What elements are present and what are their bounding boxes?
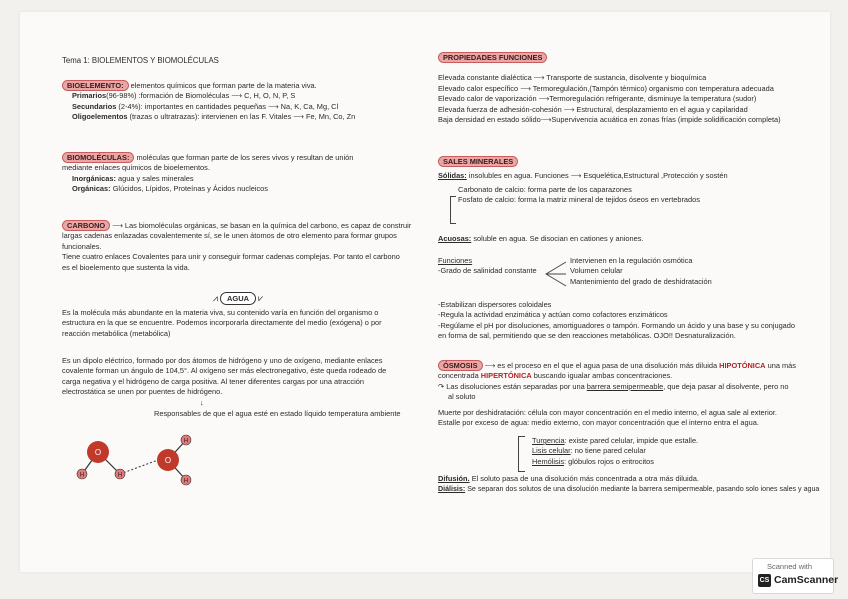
atom-label-h1: H [79, 472, 85, 479]
biomoleculas-section: BIOMOLÉCULAS: moléculas que forman parte de los seres vivos y resultan de unión mediante enlaces químicos de bioelementos. Inorgánicas: agua y sales minerales Orgánicas: Glúcidos, Lípidos, Proteínas y Ácidos nucleicos [62, 153, 354, 194]
bioelemento-section: BIOELEMENTO: elementos químicos que forman parte de la materia viva. Primarios(96-98%) :formación de Biomoléculas ⟶ C, H, O, N, P, S Secundarios (2-4%): importantes en cantidades pequeñas ⟶ Na, K, Ca, Mg, Cl Oligoelementos (trazas o ultratrazas): intervienen en las F. Vitales ⟶ Fe, Mn, Co, Zn [62, 80, 414, 123]
agua-badge: AGUA [220, 292, 256, 305]
agua-heading: ⩘ AGUA ⩗ [212, 293, 264, 303]
down-arrow: ↓ [200, 398, 204, 407]
camscanner-watermark: Scanned with CS CamScanner [752, 558, 834, 594]
atom-label-h3: H [183, 438, 189, 445]
atom-label-o2: O [164, 456, 172, 465]
agua-para2: Es un dipolo eléctrico, formado por dos átomos de hidrógeno y uno de oxígeno, mediante enlaces covalente forman un ángulo de 104,5°. Al oxígeno ser más electronegativo, éste queda rodeado de carga negativa y el hidrógeno de carga positiva. Al tener diferentes cargas por una atracción electrostática se unen por puentes de hidrógeno. [62, 356, 387, 397]
sales-section: SALES MINERALES Sólidas: insolubles en agua. Funciones ⟶ Esquelética,Estructural ,Protección y sostén Carbonato de calcio: forma parte de los caparazones Fosfato de calcio: forma la matriz mineral de tejidos óseos en vertebrados [438, 157, 728, 205]
biomoleculas-tag: BIOMOLÉCULAS: [62, 152, 134, 163]
water-molecule-diagram [62, 430, 222, 496]
camscanner-logo-icon: CS [758, 574, 771, 587]
osmosis-bracket [518, 436, 525, 472]
page-title: Tema 1: BIOLEMENTOS Y BIOMOLÉCULAS [62, 56, 219, 65]
bioelemento-tag: BIOELEMENTO: [62, 80, 129, 91]
osmosis-tag: ÓSMOSIS [438, 360, 483, 371]
propiedades-tag: PROPIEDADES FUNCIONES [438, 52, 547, 63]
grado-brace [542, 260, 568, 288]
grado-items: Intervienen en la regulación osmótica Volumen celular Mantenimiento del grado de deshidratación [570, 256, 712, 286]
carbono-section: CARBONO ⟶ Las biomoléculas orgánicas, se basan en la química del carbono, es capaz de construir largas cadenas enlazadas covalentemente sí, se le unen átomos de otro elemento para formar grupos funcionales. Tiene cuatro enlaces Covalentes para unir y conseguir formar cadenas complejas. Por tanto el carbono es el bioelemento que sustenta la vida. [62, 221, 412, 272]
acuosas-line: Acuosas: soluble en agua. Se disocian en cationes y aniones. [438, 234, 644, 243]
atom-label-o1: O [94, 448, 102, 457]
atom-label-h4: H [183, 478, 189, 485]
propiedades-section: PROPIEDADES FUNCIONES Elevada constante dialéctica ⟶ Transporte de sustancia, disolvente y bioquímica Elevado calor específico ⟶ Termoregulación,(Tampón térmico) organismo con temperatura adecuada Elevado calor de vaporización ⟶Termoregulación refrigerante, disminuye la temperatura (sudor) Elevada fuerza de adhesión-cohesión ⟶ Estructural, desplazamiento en el agua y capilaridad Baja densidad en estado sólido⟶Supervivencia acuática en zonas frías (impide solidificación completa) [438, 53, 781, 125]
carbono-tag: CARBONO [62, 220, 110, 231]
osmosis-sub: Turgencia: existe pared celular, impide que estalle. Lisis celular: no tiene pared celular Hemólisis: glóbulos rojos o eritrocitos [532, 436, 699, 466]
agua-responsables: Responsables de que el agua esté en estado líquido temperatura ambiente [154, 409, 401, 418]
funciones-block: Funciones -Grado de salinidad constante [438, 256, 537, 276]
osmosis-section: ÓSMOSIS ⟶ es el proceso en el que el agua pasa de una disolución más diluida HIPOTÓNICA una más concentrada HIPERTÓNICA buscando igualar ambas concentraciones. ↷ Las disoluciones están separadas por una barrera semipermeable, que deja pasar al disolvente, pero no al soluto Muerte por deshidratación: célula con mayor concentración en el medio interno, el agua sale al exterior. Estalle por exceso de agua: medio externo, con mayor concentración que el interno entra el agua. [438, 361, 796, 428]
agua-para1: Es la molécula más abundante en la materia viva, su contenido varía en función del organismo o estructura en la que se encuentre. Podemos incorporarla directamente del medio (exógena) o por reacción metabólica (metabólica) [62, 308, 382, 338]
atom-label-h2: H [117, 472, 123, 479]
difusion-dialisis: Difusión. El soluto pasa de una disolución más concentrada a otra más diluida. Diálisis: Se separan dos solutos de una disolución mediante la barrera semipermeable, pasando solo iones sales y agua [438, 474, 820, 494]
sales-extra: -Estabilizan dispersores coloidales -Regula la actividad enzimática y actúan como cofactores enzimáticos -Regúlame el pH por disoluciones, amortiguadores o tampón. Formando un ácido y una base y su conjugado en forma de sal, permitiendo que se den reacciones metabólicas. OJO!! Desnaturalización. [438, 300, 796, 341]
scanned-page [20, 12, 830, 572]
sales-bracket [450, 196, 456, 224]
curl-arrow-icon: ↷ [438, 381, 445, 391]
sales-tag: SALES MINERALES [438, 156, 518, 167]
